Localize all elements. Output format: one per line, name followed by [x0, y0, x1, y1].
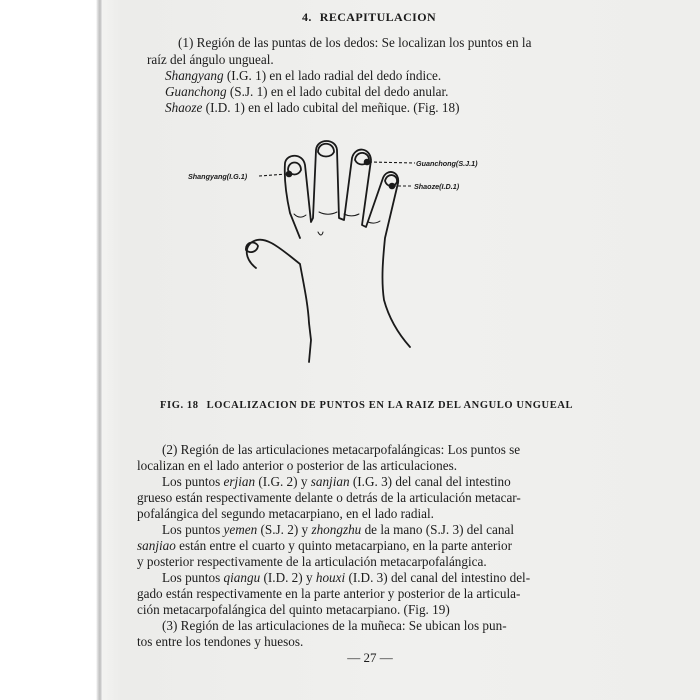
- point-name: sanjian: [310, 474, 350, 489]
- text-run: Los puntos: [162, 474, 224, 489]
- caption-text: LOCALIZACION DE PUNTOS EN LA RAIZ DEL ANGULO UNGUEAL: [206, 400, 574, 411]
- hand-outline: [247, 141, 410, 362]
- figure-caption: [160, 400, 573, 411]
- point-name: yemen: [223, 522, 258, 537]
- section2-intro-line1: (2) Región de las articulaciones metacarpofalángicas: Los puntos se: [162, 442, 521, 457]
- nail-middle: [318, 144, 334, 157]
- point-desc: (I.G. 1) en el lado radial del dedo índice.: [223, 68, 442, 83]
- label-shangyang: Shangyang(I.G.1): [188, 172, 248, 181]
- leader-line-shangyang: [259, 174, 287, 176]
- section2-para2-line1: [162, 473, 511, 490]
- section3-line2: tos entre los tendones y huesos.: [137, 634, 304, 649]
- text-run: están entre el cuarto y quinto metacarpiano, en la parte anterior: [175, 538, 512, 553]
- text-run: (I.G. 3) del canal del intestino: [349, 474, 511, 489]
- label-guanchong: Guanchong(S.J.1): [416, 159, 478, 168]
- heading-number: 4.: [301, 10, 312, 24]
- text-run: Los puntos: [162, 570, 224, 585]
- section2-para4-line3: ción metacarpofalángica del quinto metacarpiano. (Fig. 19): [137, 602, 450, 617]
- section2-para3-line3: y posterior respectivamente de la articulación metacarpofalángica.: [137, 554, 487, 569]
- label-shaoze: Shaoze(I.D.1): [414, 182, 460, 191]
- section1-intro-line2: raíz del ángulo ungueal.: [147, 52, 274, 67]
- section2-para3-line2: [137, 537, 512, 554]
- section2-para2-line3: pofalángica del segundo metacarpiano, en el lado radial.: [137, 506, 434, 521]
- point-name: zhongzhu: [311, 522, 362, 537]
- text-run: Los puntos: [162, 522, 224, 537]
- section1-intro-line1: (1) Región de las puntas de los dedos: Se localizan los puntos en la: [178, 35, 532, 50]
- section2-para4-line2: gado están respectivamente en la parte anterior y posterior de la articula-: [137, 586, 521, 601]
- point-marker-shaoze: [389, 183, 396, 190]
- caption-number: FIG. 18: [160, 400, 199, 411]
- text-run: (I.G. 2) y: [255, 474, 311, 489]
- section2-para4-line1: [162, 569, 530, 586]
- point-name: sanjiao: [137, 538, 176, 553]
- text-run: (I.D. 3) del canal del intestino del-: [345, 570, 531, 585]
- text-run: (S.J. 2) y: [257, 522, 312, 537]
- text-run: (I.D. 2) y: [260, 570, 316, 585]
- section2-para3-line1: [162, 521, 514, 538]
- point-name: erjian: [223, 474, 256, 489]
- point-marker-shangyang: [286, 171, 293, 178]
- point-name: Guanchong: [165, 84, 227, 99]
- point-name: houxi: [315, 570, 346, 585]
- section2-intro-line2: localizan en el lado anterior o posterior de las articulaciones.: [137, 458, 458, 473]
- leader-line-guanchong: [369, 162, 415, 163]
- point-marker-guanchong: [364, 159, 371, 166]
- section3-line1: (3) Región de las articulaciones de la muñeca: Se ubican los pun-: [162, 618, 507, 633]
- section2-para2-line2: grueso están respectivamente delante o detrás de la articulación metacar-: [137, 490, 521, 505]
- point-name: Shangyang: [165, 68, 224, 83]
- text-run: de la mano (S.J. 3) del canal: [361, 522, 514, 537]
- point-name: qiangu: [223, 570, 261, 585]
- page-number: — 27 —: [347, 650, 393, 665]
- point-desc: (S.J. 1) en el lado cubital del dedo anular.: [226, 84, 449, 99]
- point-name: Shaoze: [165, 100, 203, 115]
- heading-title: RECAPITULACION: [319, 10, 437, 24]
- point-desc: (I.D. 1) en el lado cubital del meñique. (Fig. 18): [202, 100, 460, 115]
